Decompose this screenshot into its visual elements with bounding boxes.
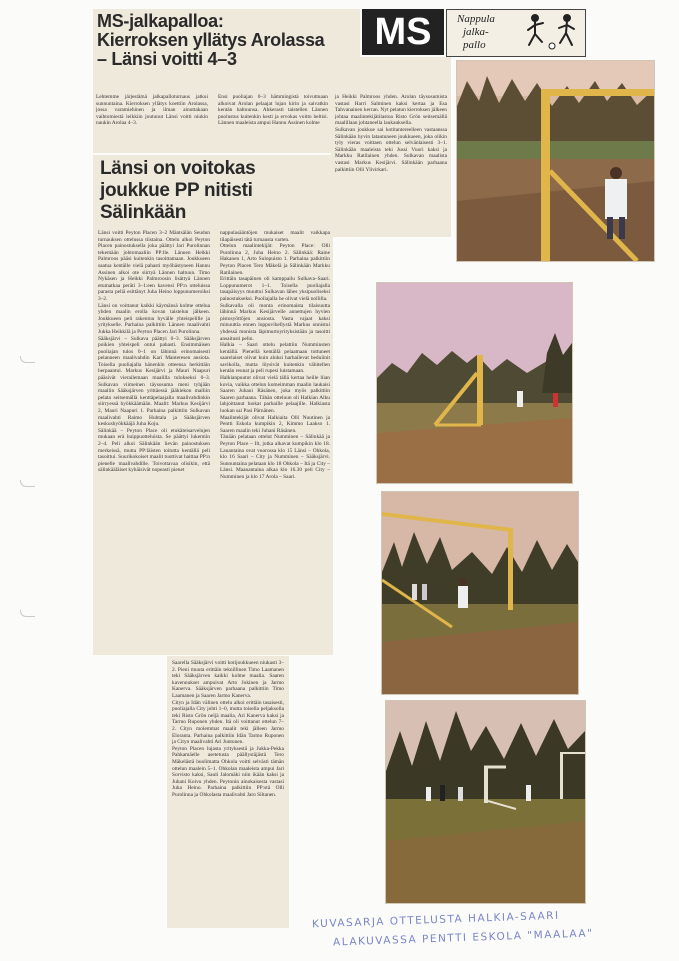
ms-logo: MS <box>362 9 444 55</box>
article1-column-1: Lehtemme järjestämä jalkapalloturnaus jatkui sunnuntaina. Kierroksen yllätys koettiin Arolassa, jossa varamiehinen ja ilman ainuttakaan vaihtomiestä leikkiin joutunut Länsi voitti niukin naukin Arolaa 4–3. <box>96 94 208 127</box>
photo-field-wide <box>376 282 573 484</box>
article1-column-2: Ensi puoliajan 0–3 hämmingistä toivuttuaan alkoivat Arolan pelaajat lujan kirin ja saivatkin kentän haltuunsa. Ahkerasti taistellen Lännen puolustus kuitenkin kesti ja ervokas voitto heltisi. Lännen maaleista ampui Hannu Assinen kolme <box>218 94 328 127</box>
article1-headline-line3: – Länsi voitti 4–3 <box>97 48 237 69</box>
article2-headline-line3: Sälinkään <box>100 202 187 223</box>
article1-headline <box>97 12 357 69</box>
punch-mark <box>20 480 35 487</box>
article2-headline <box>100 158 330 224</box>
article2-column-3: Saarella Sääksjärvi voitti kotijoukkueen niukasti 3–2. Pieni muuta erittäin teknillinen Timo Laamanen teki Sääksjärven kaikki kolme maalia. Saaren kavennukset ampuivat Arto Jokinen ja Jarmo Kanerva. Sääksjärven parhaana palkittiin Timo Laamanen ja Saaren Jarmo Kanerva. Cityn ja Idän välinen ottelu alkoi erittäin tasaisesti, puoliajalla City johti 1–0, mutta toisella peljaksolla teki Risto Grön neljä maalia, Ari Kanerva kaksi ja Tarmo Ruponen yhden. Itä oli voittanut ottelun 7–2. Cityn molemmat maalit teki jälleen Jarmo Eloranta. Parhaina palkittiin Idän Tarmo Ruponen ja Cityn maalivahti Ari Juntunen. Peyton Placen lujasta yrityksestä ja Jukka-Pekka Pahkamäelle asetetusta päällystäjästä Tero Mäkelästä huolimatta Ohkola voitti selvästi tämän ottelun maalein 5–1. Ohkolan maaleista ampui Jari Sorvisto kaksi, Sauli Jalomäki niin ikään kaksi ja Juhani Koivu yhden. Peytonin ainokaisesta vastasi Juha Heino. Parhaina palkittiin PP:stä Olli Purolinna ja Ohkolasta maalivahti Jaro Siltanen. <box>172 660 284 798</box>
punch-mark <box>20 610 35 617</box>
caption-line2: ALAKUVASSA PENTTI ESKOLA "MAALAA" <box>332 927 594 949</box>
article2-headline-line1: Länsi on voitokas <box>100 158 256 179</box>
article2-column-1: Länsi voitti Peyton Placen 3–2 Mäntsälän Seudun turnauksen ottelussa tiistaina. Ottelu alkoi Peyton Placen painostuksella joka päättyi Jari Purolinnan tekemään johtomaaliin PP:lle. Lännen Heikki Palmroos pääsi kuitenkin tasoittamaan. Joukkueen saatua kentälle vielä pahasti myöhästyneen Hannu Assinen alkoi ote siirtyä Lännen haltuun. Timo Nykäsen ja Heikki Palmroosin lisättyä Lännen etumatkaa peräti 3–1:een kavensi PP:n otteluissa parasta peliä esittänyt Juha Heino loppunumeroiksi 3–2. Länsi on voittanut kaikki käymänsä kolme ottelua yhden maalin erolla kovan taistelun jälkeen. Joukkueen peli rakentuu hyvälle yhteispelille ja yritykselle. Parhaina palkittiin Lännen maalivahti Jukka Heikkilä ja Peyton Placen Jari Purolinna. Sääksjärvi – Sulkava päättyi 0–3. Sääksjärven poikien yhteispeli ontui pahasti. Ensimmäisen puoliajan tulos 0–1 on lähinnä erinomaisesti pelanneen maalivahdin Kari Manteresen ansiota. Toisella puoliajalla hänenkin otteensa herkittäin herpaantui. Markus Kesijärvi ja Mauri Naapuri pääsivät vierailemaan maalilla tulokseksi 0–3. Sulkavan viimeinen täysosuma meni tyhjään maaliin Sääksjärven yrittäessä jääkiekon malliin pelata seitsemällä kenttäpelaajalla maalivahdinkin siirryessä hyökkäämään. Maalit: Markus Kesijärvi 2, Mauri Naapuri 1. Parhaina palkittiin Sulkavan maalivahti Raimo Huhtala ja Sääksjärven keskushyökkääjä Juha Koju. Sälinkää – Peyton Place oli etukäteisarvelujen mukaan erä huippuotteluista. Se päättyi lukemiin 2–4. Peli alkoi Sälinkään lievän painostuksen merkeissä, mutta PP:läisten toitutta kentällä peli tasoittui. Suurikokoiset maalit tuottivat haittaa PP:n pienelle maalivahdille. Toivottavaa olisikin, että sälinkääläiset kyhäisivät nopeasti pienet <box>98 230 210 474</box>
photo-goal-closeup <box>456 60 655 262</box>
article1-headline-line2: Kierroksen yllätys Arolassa <box>97 29 325 50</box>
article1-headline-line1: MS-jalkapalloa: <box>97 11 224 31</box>
punch-mark <box>20 356 35 363</box>
article2-column-2: nappulasääntöjen mukaiset maalit vaikkapa tilapäisesti tätä turnausta varten. Ottelun maalintekijät: Peyton Place: Olli Purolinna 2, Juha Heino 2. Sälinkää: Raine Hakanen 1, Arto Sulopuisto 1. Parhaina palkittiin Peyton Placen Tero Mäkelä ja Sälinkään Markku Ratilainen. Erittäin tasapäinen oli kamppailu Sulkava–Saari. Loppunumerot 1–1. Toisella puoliajalla tasapäisyys muuttui Sulkavan lähes yksipuoliseksi painostukseksi. Puoliajalla he olivat vielä nollilla. Sulkavalla oli monta erinomaista tilaisuutta lähinnä Markus Kesijärvelle annettujen hyvien pistosyöttöjen ansiosta. Vasta vajaat kaksi minuuttia ennen loppuvihellystä Markus onnistui yhdessä monista läpimurtoyrityksistään ja tasoitti ansaitusti pelin. Halkia – Saari ottelu pelattiin Numminsten kentällä. Pienellä kentällä pelaamaan tottuneet saarelaiset olivat kuin aluksi harhailevat beduiinit savikolla, mutta löysivät kuitenkin vähitellen kentän reunat ja peli rupesi luistamaan. Halkianpuutut olivat vielä tällä kertaa heille liian kovia, vaikka ottelun komeimman maalin laukaisi Saaren Juhani Räsänen, joka myös palkittiin Saaren parhaana. Tähän otteluun oli Halkian Alku lahjoittanut luokat parhaille pelaajille. Halkiasta luokan sai Pasi Pärnänen. Maalintekijät olivat Halkiaita Olli Nuutinen ja Pentti Eskola kumpikin 2, Kimmo Laakso 1. Saaren maalin teki Juhani Räsänen. Tänään pelataan ottelut Numminen – Sälinkää ja Peyton Place – Ilt, jotka alkavat kumpikin klo 18. Lauantaina ovat vuorossa klo 15 Länsi – Ohkola, klo 16 Saari – City ja Numminen – Sääksjärvi. Sunnuntaina pelataan klo 18 Ohkola – Itä ja City – Länsi. Maanantaina alkaa klo 16.30 peli City – Numminen ja klo 17 Arola – Saari. <box>220 230 330 480</box>
photo-pentti-eskola-scores <box>385 700 586 904</box>
article2-headline-line2: joukkue PP nitisti <box>100 180 253 201</box>
tag-line1: Nappula <box>457 13 495 25</box>
nappula-tag <box>446 9 586 57</box>
tag-line2: jalka- <box>463 26 489 38</box>
photo-players-goal <box>381 491 579 695</box>
caption-line1: KUVASARJA OTTELUSTA HALKIA-SAARI <box>311 909 560 931</box>
article1-column-3: ja Heikki Palmroos yhden. Arolan täysosumista vastasi Harri Salminen kaksi kertaa ja Esa Tahvanainen kerran. Nyt pelatun kierroksen jälkeen johtaa maalintekijätilastoa Risto Grön seitsemällä maalillaan johtaneella laukauksella. Sulkavan joukkue sai kotitantereelleen vastaanssa Sälinkään hyvin latautuneen joukkueen, joka olikin tyly vieras voittaen ottelun selvänlaisesti 3–1. Sälinkään maaleista teki Jussi Vuori kaksi ja Markku Ratilainen yhden. Sulkavan maalista vastasi Markus Kesijärvi. Sälinkään parhaana palkittiin Olli Ylivirkari. <box>335 94 447 173</box>
tag-line3: pallo <box>463 39 486 51</box>
football-players-icon <box>523 12 581 52</box>
